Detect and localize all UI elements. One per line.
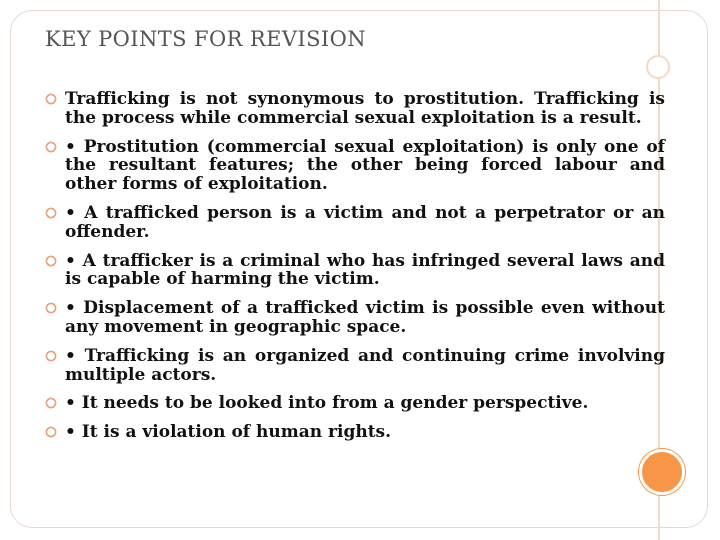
key-points-list — [45, 90, 665, 442]
list-item — [45, 90, 665, 128]
circle-outline-icon — [45, 350, 57, 362]
circle-outline-icon — [45, 397, 57, 409]
point-text: • A trafficker is a criminal who has infringed several laws and is capable of harming the victim. — [65, 250, 665, 290]
orange-circle-icon — [639, 449, 685, 495]
decor-ring-icon — [646, 55, 670, 79]
list-item — [45, 394, 665, 413]
circle-outline-icon — [45, 141, 57, 153]
list-item — [45, 138, 665, 194]
circle-outline-icon — [45, 426, 57, 438]
slide-title: KEY POINTS FOR REVISION — [45, 27, 366, 51]
list-item — [45, 252, 665, 290]
circle-outline-icon — [45, 302, 57, 314]
circle-outline-icon — [45, 255, 57, 267]
point-text: • It needs to be looked into from a gender perspective. — [65, 393, 589, 414]
list-item — [45, 423, 665, 442]
point-text: • A trafficked person is a victim and not a perpetrator or an offender. — [65, 202, 665, 242]
list-item — [45, 299, 665, 337]
circle-outline-icon — [45, 207, 57, 219]
point-text: • It is a violation of human rights. — [65, 422, 392, 443]
point-text: • Displacement of a trafficked victim is possible even without any movement in geographic space. — [65, 298, 665, 337]
point-text: • Prostitution (commercial sexual exploitation) is only one of the resultant features; the other being forced labour and other forms of exploitation. — [65, 136, 665, 195]
point-text: • Trafficking is an organized and continuing crime involving multiple actors. — [65, 345, 665, 385]
circle-outline-icon — [45, 93, 57, 105]
list-item — [45, 347, 665, 385]
point-text: Trafficking is not synonymous to prostitution. Trafficking is the process while commercial sexual exploitation is a result. — [65, 89, 665, 128]
list-item — [45, 204, 665, 242]
